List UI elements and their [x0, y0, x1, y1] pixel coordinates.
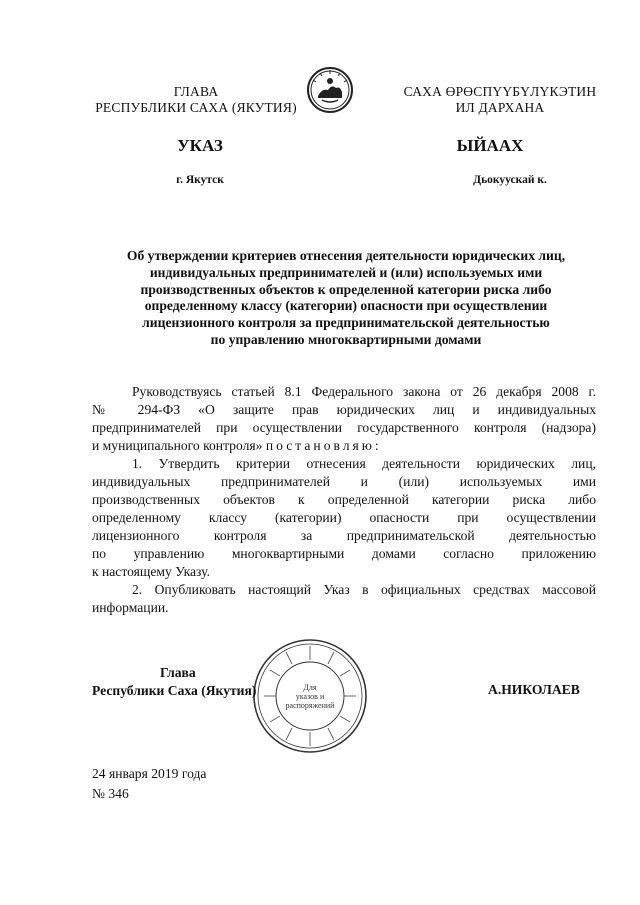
- header-right: [384, 84, 616, 116]
- seal-center-line2: указов и: [295, 692, 325, 701]
- header-left: [86, 84, 306, 116]
- body-line: определенному классу (категории) опасности при осуществлении: [92, 510, 596, 525]
- title-line: лицензионного контроля за предпринимательской деятельностью: [142, 315, 550, 331]
- body-line: № 294-ФЗ «О защите прав юридических лиц и индивидуальных: [92, 402, 596, 417]
- seal-center-line1: Для: [303, 683, 317, 692]
- signatory-name: А.НИКОЛАЕВ: [488, 682, 580, 697]
- ukaz-title-sah: ЫЙААХ: [456, 136, 524, 155]
- body-line: к настоящему Указу.: [92, 564, 210, 579]
- title-line: Об утверждении критериев отнесения деятельности юридических лиц,: [126, 248, 566, 263]
- city-sah: Дьокуускай к.: [473, 174, 547, 186]
- header-left-line1: ГЛАВА: [173, 84, 219, 99]
- body-line: информации.: [92, 600, 169, 615]
- header-left-line2: РЕСПУБЛИКИ САХА (ЯКУТИЯ): [95, 100, 297, 115]
- title-line: индивидуальных предпринимателей и (или) используемых ими: [149, 264, 543, 280]
- official-seal-icon: [250, 636, 370, 756]
- document-footer: [92, 764, 206, 804]
- signature-title-line2: Республики Саха (Якутия): [92, 683, 257, 698]
- body-line: Руководствуясь статьей 8.1 Федерального закона от 26 декабря 2008 г.: [132, 384, 596, 399]
- document-date: 24 января 2019 года: [92, 766, 207, 781]
- body-line: индивидуальных предпринимателей и (или) используемых ими: [92, 474, 596, 489]
- title-line: производственных объектов к определенной категории риска либо: [140, 281, 552, 297]
- spaced-word: постановляю:: [265, 438, 382, 453]
- city-ru: г. Якутск: [176, 174, 224, 186]
- body-line: лицензионного контроля за предпринимательской деятельностью: [92, 528, 596, 543]
- paragraph-item-2: [92, 581, 596, 617]
- title-line: определенному классу (категории) опасности при осуществлении: [144, 298, 548, 314]
- body-line: [92, 437, 596, 455]
- header-right-line1: САХА ӨРӨСПҮҮБҮЛҮКЭТИН: [403, 84, 597, 99]
- body-line: 1. Утвердить критерии отнесения деятельности юридических лиц,: [132, 456, 596, 471]
- emblem-icon: [306, 66, 354, 114]
- body-line: предпринимателей при осуществлении государственного контроля (надзора): [92, 420, 596, 435]
- body-line: 2. Опубликовать настоящий Указ в официальных средствах массовой: [132, 582, 596, 597]
- paragraph-item-1: [92, 455, 596, 581]
- document-title: [92, 248, 600, 349]
- body-line-text: и муниципального контроля»: [92, 438, 263, 453]
- title-line: по управлению многоквартирными домами: [210, 331, 482, 347]
- signature-title-line1: Глава: [160, 665, 196, 680]
- ukaz-title-ru: УКАЗ: [177, 136, 223, 155]
- paragraph-preamble: [92, 383, 596, 455]
- body-line: производственных объектов к определенной категории риска либо: [92, 492, 596, 507]
- document-number: № 346: [92, 786, 129, 801]
- seal-center-line3: распоряжений: [285, 701, 335, 710]
- body-line: по управлению многоквартирными домами согласно приложению: [92, 546, 596, 561]
- header-right-line2: ИЛ ДАРХАНА: [455, 100, 545, 115]
- document-body: [92, 383, 596, 617]
